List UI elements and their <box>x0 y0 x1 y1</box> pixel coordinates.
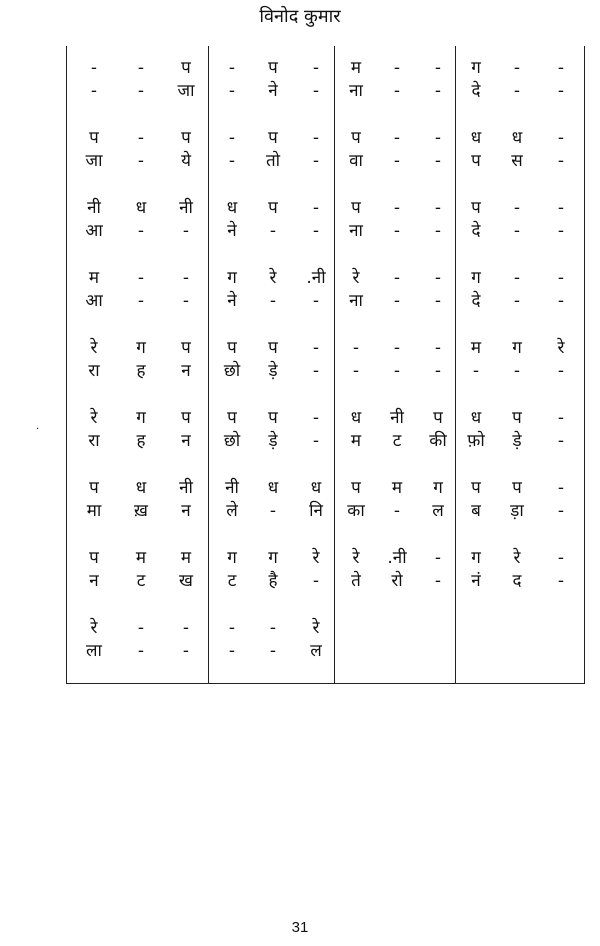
swar-note: - <box>312 198 320 218</box>
page-number: 31 <box>291 919 309 936</box>
lyric-syllable: फ़ो <box>467 431 485 451</box>
page-header: विनोद कुमार <box>259 6 341 27</box>
lyric-syllable: - <box>557 571 565 591</box>
lyric-syllable: ल <box>310 641 322 661</box>
lyric-syllable: - <box>228 81 236 101</box>
swar-note: प <box>227 408 237 428</box>
lyric-syllable: - <box>557 221 565 241</box>
lyric-syllable: - <box>434 291 442 311</box>
swar-note: - <box>312 338 320 358</box>
swar-note: प <box>181 128 191 148</box>
lyric-syllable: ख़ <box>134 501 148 521</box>
lyric-syllable: - <box>269 221 277 241</box>
lyric-syllable: - <box>513 221 521 241</box>
lyric-syllable: ने <box>227 221 237 241</box>
lyric-syllable: - <box>269 291 277 311</box>
swar-note: - <box>434 198 442 218</box>
table-right-border <box>584 46 585 684</box>
lyric-syllable: म <box>350 431 362 451</box>
swar-note: .नी <box>306 268 326 288</box>
swar-note: प <box>471 198 481 218</box>
lyric-syllable: आ <box>85 291 103 311</box>
swar-note: ध <box>470 128 482 148</box>
lyric-syllable: - <box>513 81 521 101</box>
lyric-syllable: - <box>228 151 236 171</box>
swar-note: - <box>90 58 98 78</box>
swar-note: - <box>434 58 442 78</box>
lyric-syllable: - <box>393 221 401 241</box>
swar-note: - <box>228 128 236 148</box>
swar-note: प <box>351 478 361 498</box>
lyric-syllable: - <box>312 81 320 101</box>
lyric-syllable: ड़े <box>268 361 278 381</box>
swar-note: नी <box>225 478 239 498</box>
lyric-syllable: - <box>228 641 236 661</box>
lyric-syllable: दे <box>471 81 481 101</box>
swar-note: ग <box>471 548 481 568</box>
swar-note: - <box>228 58 236 78</box>
lyric-syllable: दे <box>471 291 481 311</box>
lyric-syllable: रो <box>391 571 403 591</box>
swar-note: - <box>557 548 565 568</box>
swar-note: - <box>434 128 442 148</box>
lyric-syllable: - <box>352 361 360 381</box>
swar-note: म <box>180 548 192 568</box>
lyric-syllable: - <box>393 291 401 311</box>
column-divider <box>208 46 209 684</box>
lyric-syllable: की <box>429 431 447 451</box>
swar-note: - <box>137 128 145 148</box>
swar-note: - <box>393 198 401 218</box>
lyric-syllable: - <box>557 291 565 311</box>
swar-note: म <box>135 548 147 568</box>
lyric-syllable: तो <box>265 151 281 171</box>
swar-note: ग <box>471 268 481 288</box>
lyric-syllable: नं <box>471 571 481 591</box>
lyric-syllable: आ <box>85 221 103 241</box>
lyric-syllable: जा <box>85 151 103 171</box>
lyric-syllable: - <box>312 571 320 591</box>
swar-note: - <box>269 618 277 638</box>
lyric-syllable: ले <box>226 501 238 521</box>
lyric-syllable: ल <box>432 501 444 521</box>
lyric-syllable: - <box>393 361 401 381</box>
lyric-syllable: - <box>182 641 190 661</box>
lyric-syllable: - <box>557 361 565 381</box>
swar-note: ध <box>135 478 147 498</box>
swar-note: ध <box>470 408 482 428</box>
lyric-syllable: - <box>312 431 320 451</box>
stray-mark: · <box>36 424 40 435</box>
lyric-syllable: - <box>557 431 565 451</box>
lyric-syllable: द <box>512 571 522 591</box>
swar-note: नी <box>179 198 193 218</box>
swar-note: ग <box>512 338 522 358</box>
swar-note: रे <box>269 268 277 288</box>
swar-note: प <box>351 198 361 218</box>
swar-note: - <box>312 408 320 428</box>
lyric-syllable: - <box>434 361 442 381</box>
swar-note: - <box>182 268 190 288</box>
lyric-syllable: रा <box>88 361 100 381</box>
swar-note: - <box>557 58 565 78</box>
swar-note: - <box>182 618 190 638</box>
swar-note: प <box>89 478 99 498</box>
lyric-syllable: है <box>268 571 278 591</box>
lyric-syllable: ते <box>351 571 361 591</box>
lyric-syllable: ड़े <box>512 431 522 451</box>
swar-note: - <box>137 618 145 638</box>
swar-note: म <box>391 478 403 498</box>
lyric-syllable: ह <box>136 361 146 381</box>
swar-note: ध <box>511 128 523 148</box>
swar-note: - <box>557 268 565 288</box>
swar-note: - <box>513 268 521 288</box>
notation-table <box>66 46 585 684</box>
lyric-syllable: - <box>137 151 145 171</box>
lyric-syllable: - <box>137 641 145 661</box>
lyric-syllable: छो <box>223 361 241 381</box>
lyric-syllable: न <box>89 571 99 591</box>
swar-note: - <box>137 58 145 78</box>
lyric-syllable: नि <box>309 501 323 521</box>
table-left-border <box>66 46 67 684</box>
lyric-syllable: - <box>182 221 190 241</box>
swar-note: - <box>513 58 521 78</box>
lyric-syllable: न <box>181 431 191 451</box>
swar-note: प <box>351 128 361 148</box>
lyric-syllable: ना <box>349 81 363 101</box>
lyric-syllable: ये <box>181 151 191 171</box>
column-divider <box>455 46 456 684</box>
swar-note: रे <box>90 408 98 428</box>
swar-note: प <box>89 548 99 568</box>
lyric-syllable: छो <box>223 431 241 451</box>
swar-note: ग <box>268 548 278 568</box>
swar-note: - <box>312 128 320 148</box>
lyric-syllable: का <box>347 501 365 521</box>
swar-note: ग <box>136 408 146 428</box>
lyric-syllable: - <box>137 291 145 311</box>
swar-note: ध <box>267 478 279 498</box>
lyric-syllable: स <box>511 151 523 171</box>
swar-note: रे <box>90 618 98 638</box>
swar-note: - <box>557 198 565 218</box>
lyric-syllable: - <box>393 151 401 171</box>
swar-note: नी <box>87 198 101 218</box>
swar-note: प <box>268 198 278 218</box>
swar-note: - <box>393 58 401 78</box>
swar-note: रे <box>352 268 360 288</box>
lyric-syllable: - <box>312 221 320 241</box>
swar-note: - <box>434 548 442 568</box>
swar-note: - <box>352 338 360 358</box>
swar-note: - <box>393 128 401 148</box>
swar-note: रे <box>312 548 320 568</box>
lyric-syllable: ने <box>268 81 278 101</box>
lyric-syllable: जा <box>177 81 195 101</box>
swar-note: ग <box>227 268 237 288</box>
lyric-syllable: - <box>434 81 442 101</box>
lyric-syllable: - <box>137 81 145 101</box>
swar-note: प <box>268 58 278 78</box>
swar-note: प <box>268 408 278 428</box>
swar-note: - <box>393 338 401 358</box>
lyric-syllable: - <box>513 361 521 381</box>
swar-note: ग <box>433 478 443 498</box>
lyric-syllable: रा <box>88 431 100 451</box>
lyric-syllable: प <box>471 151 481 171</box>
swar-note: प <box>471 478 481 498</box>
lyric-syllable: - <box>393 501 401 521</box>
swar-note: प <box>181 338 191 358</box>
lyric-syllable: ना <box>349 291 363 311</box>
lyric-syllable: - <box>557 501 565 521</box>
swar-note: ग <box>227 548 237 568</box>
swar-note: रे <box>90 338 98 358</box>
swar-note: - <box>393 268 401 288</box>
lyric-syllable: - <box>137 221 145 241</box>
lyric-syllable: - <box>269 641 277 661</box>
swar-note: रे <box>557 338 565 358</box>
lyric-syllable: वा <box>349 151 363 171</box>
lyric-syllable: - <box>557 151 565 171</box>
swar-note: ध <box>226 198 238 218</box>
lyric-syllable: ट <box>227 571 237 591</box>
swar-note: ग <box>136 338 146 358</box>
swar-note: ग <box>471 58 481 78</box>
lyric-syllable: - <box>513 291 521 311</box>
swar-note: - <box>557 478 565 498</box>
lyric-syllable: - <box>312 361 320 381</box>
swar-note: - <box>137 268 145 288</box>
lyric-syllable: - <box>269 501 277 521</box>
swar-note: नी <box>179 478 193 498</box>
swar-note: म <box>470 338 482 358</box>
lyric-syllable: ट <box>136 571 146 591</box>
lyric-syllable: ड़े <box>268 431 278 451</box>
swar-note: प <box>227 338 237 358</box>
swar-note: - <box>513 198 521 218</box>
swar-note: रे <box>513 548 521 568</box>
swar-note: ध <box>135 198 147 218</box>
lyric-syllable: - <box>557 81 565 101</box>
swar-note: ध <box>350 408 362 428</box>
swar-note: म <box>88 268 100 288</box>
swar-note: म <box>350 58 362 78</box>
swar-note: - <box>434 338 442 358</box>
swar-note: प <box>512 408 522 428</box>
lyric-syllable: - <box>472 361 480 381</box>
swar-note: प <box>512 478 522 498</box>
swar-note: प <box>181 58 191 78</box>
column-divider <box>334 46 335 684</box>
lyric-syllable: ला <box>86 641 102 661</box>
swar-note: प <box>181 408 191 428</box>
swar-note: प <box>268 128 278 148</box>
lyric-syllable: - <box>312 291 320 311</box>
lyric-syllable: मा <box>86 501 102 521</box>
lyric-syllable: - <box>312 151 320 171</box>
swar-note: नी <box>390 408 404 428</box>
swar-note: ध <box>310 478 322 498</box>
swar-note: - <box>557 128 565 148</box>
swar-note: .नी <box>387 548 407 568</box>
lyric-syllable: - <box>434 571 442 591</box>
swar-note: प <box>268 338 278 358</box>
swar-note: प <box>89 128 99 148</box>
lyric-syllable: ख <box>179 571 193 591</box>
swar-note: - <box>434 268 442 288</box>
table-bottom-border <box>66 683 585 684</box>
swar-note: - <box>312 58 320 78</box>
lyric-syllable: ना <box>349 221 363 241</box>
swar-note: प <box>433 408 443 428</box>
lyric-syllable: न <box>181 361 191 381</box>
swar-note: रे <box>352 548 360 568</box>
lyric-syllable: न <box>181 501 191 521</box>
swar-note: - <box>228 618 236 638</box>
lyric-syllable: ट <box>392 431 402 451</box>
lyric-syllable: दे <box>471 221 481 241</box>
lyric-syllable: ह <box>136 431 146 451</box>
lyric-syllable: ड़ा <box>510 501 524 521</box>
lyric-syllable: - <box>393 81 401 101</box>
lyric-syllable: ब <box>471 501 481 521</box>
swar-note: रे <box>312 618 320 638</box>
lyric-syllable: ने <box>227 291 237 311</box>
lyric-syllable: - <box>90 81 98 101</box>
lyric-syllable: - <box>182 291 190 311</box>
lyric-syllable: - <box>434 151 442 171</box>
lyric-syllable: - <box>434 221 442 241</box>
swar-note: - <box>557 408 565 428</box>
